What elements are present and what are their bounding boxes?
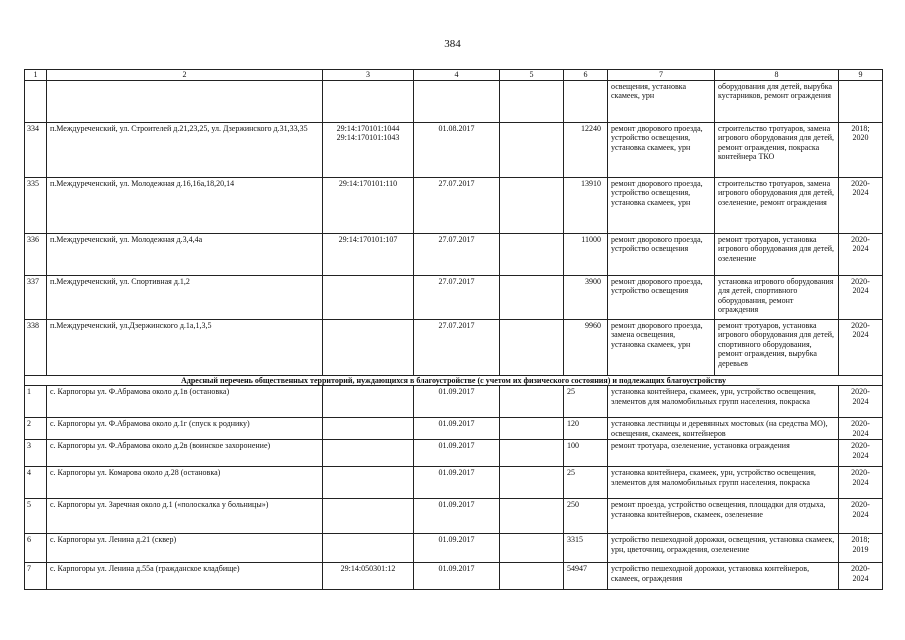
area-cell: 25 bbox=[564, 386, 608, 418]
cadastral-cell bbox=[323, 418, 414, 440]
table-row bbox=[25, 440, 883, 467]
works-cell: ремонт дворового проезда, устройство освещения bbox=[608, 233, 715, 275]
date-cell: 27.07.2017 bbox=[414, 177, 500, 233]
area-cell: 250 bbox=[564, 499, 608, 534]
col-header: 2 bbox=[47, 70, 323, 81]
col5-cell bbox=[500, 319, 564, 375]
cadastral-cell: 29:14:170101:107 bbox=[323, 233, 414, 275]
cadastral-cell: 29:14:170101:110 bbox=[323, 177, 414, 233]
date-cell: 01.09.2017 bbox=[414, 534, 500, 563]
cadastral-cell bbox=[323, 386, 414, 418]
col-header: 4 bbox=[414, 70, 500, 81]
table-row bbox=[25, 233, 883, 275]
years-cell: 2020- 2024 bbox=[839, 275, 883, 319]
table-row bbox=[25, 534, 883, 563]
table-row bbox=[25, 275, 883, 319]
table-row bbox=[25, 177, 883, 233]
works-cell: ремонт проезда, устройство освещения, площадки для отдыха, установка контейнеров, скамеек, озеленение bbox=[608, 499, 839, 534]
table-row bbox=[25, 499, 883, 534]
address-cell: п.Междуреченский, ул. Молодежная д.3,4,4а bbox=[47, 233, 323, 275]
extra-works-cell: ремонт тротуаров, установка игрового оборудования для детей, озеленение bbox=[715, 233, 839, 275]
column-number-row bbox=[25, 70, 883, 81]
address-cell: с. Карпогоры ул. Ф.Абрамова около д.1г (спуск к роднику) bbox=[47, 418, 323, 440]
col-header: 7 bbox=[608, 70, 715, 81]
area-cell: 13910 bbox=[564, 177, 608, 233]
date-cell: 01.09.2017 bbox=[414, 440, 500, 467]
area-cell: 120 bbox=[564, 418, 608, 440]
address-cell: с. Карпогоры ул. Комарова около д.28 (остановка) bbox=[47, 467, 323, 499]
date-cell: 27.07.2017 bbox=[414, 275, 500, 319]
col5-cell bbox=[500, 418, 564, 440]
area-cell: 9960 bbox=[564, 319, 608, 375]
area-cell: 3315 bbox=[564, 534, 608, 563]
cadastral-cell bbox=[323, 499, 414, 534]
years-cell: 2018; 2019 bbox=[839, 534, 883, 563]
address-cell: п.Междуреченский, ул. Молодежная д.16,16а,18,20,14 bbox=[47, 177, 323, 233]
table-row bbox=[25, 319, 883, 375]
date-cell: 01.09.2017 bbox=[414, 467, 500, 499]
area-cell: 25 bbox=[564, 467, 608, 499]
col5-cell bbox=[500, 467, 564, 499]
address-cell: с. Карпогоры ул. Ленина д.55а (гражданское кладбище) bbox=[47, 563, 323, 590]
years-cell: 2020- 2024 bbox=[839, 467, 883, 499]
works-cell: ремонт дворового проезда, устройство освещения, установка скамеек, урн bbox=[608, 122, 715, 177]
row-number: 338 bbox=[25, 319, 47, 375]
col5-cell bbox=[500, 563, 564, 590]
works-cell: ремонт тротуара, озеленение, установка ограждения bbox=[608, 440, 839, 467]
row-number: 337 bbox=[25, 275, 47, 319]
years-cell: 2020- 2024 bbox=[839, 177, 883, 233]
date-cell: 01.09.2017 bbox=[414, 563, 500, 590]
row-number: 7 bbox=[25, 563, 47, 590]
table-row bbox=[25, 386, 883, 418]
col-header: 9 bbox=[839, 70, 883, 81]
row-number: 3 bbox=[25, 440, 47, 467]
section-title: Адресный перечень общественных территорий, нуждающихся в благоустройстве (с учетом их физического состояния) и подлежащих благоустройству bbox=[25, 375, 883, 386]
cadastral-cell bbox=[323, 534, 414, 563]
extra-works-cell: установка игрового оборудования для детей, спортивного оборудования, ремонт ограждения bbox=[715, 275, 839, 319]
works-cell: устройство пешеходной дорожки, установка контейнеров, скамеек, ограждения bbox=[608, 563, 839, 590]
col-header: 3 bbox=[323, 70, 414, 81]
col-header: 1 bbox=[25, 70, 47, 81]
cadastral-cell bbox=[323, 319, 414, 375]
extra-works-cell: оборудования для детей, вырубка кустарников, ремонт ограждения bbox=[715, 80, 839, 122]
area-cell: 54947 bbox=[564, 563, 608, 590]
address-cell: п.Междуреченский, ул.Дзержинского д.1а,1,3,5 bbox=[47, 319, 323, 375]
col5-cell bbox=[500, 499, 564, 534]
area-cell: 11000 bbox=[564, 233, 608, 275]
works-cell: ремонт дворового проезда, замена освещения, установка скамеек, урн bbox=[608, 319, 715, 375]
col5-cell bbox=[500, 177, 564, 233]
works-cell: установка контейнера, скамеек, урн, устройство освещения, элементов для маломобильных групп населения, покраска bbox=[608, 467, 839, 499]
years-cell: 2018; 2020 bbox=[839, 122, 883, 177]
works-cell: установка лестницы и деревянных мостовых (на средства МО), освещения, скамеек, контейнеров bbox=[608, 418, 839, 440]
years-cell: 2020- 2024 bbox=[839, 499, 883, 534]
row-number: 1 bbox=[25, 386, 47, 418]
col5-cell bbox=[500, 233, 564, 275]
row-number: 5 bbox=[25, 499, 47, 534]
years-cell: 2020- 2024 bbox=[839, 418, 883, 440]
row-number: 2 bbox=[25, 418, 47, 440]
table-row bbox=[25, 418, 883, 440]
years-cell: 2020- 2024 bbox=[839, 563, 883, 590]
address-cell: с. Карпогоры ул. Ленина д.21 (сквер) bbox=[47, 534, 323, 563]
col5-cell bbox=[500, 275, 564, 319]
cadastral-cell bbox=[323, 467, 414, 499]
extra-works-cell: строительство тротуаров, замена игрового оборудования для детей, ремонт ограждения, покраска контейнера ТКО bbox=[715, 122, 839, 177]
cadastral-cell: 29:14:050301:12 bbox=[323, 563, 414, 590]
date-cell: 01.09.2017 bbox=[414, 418, 500, 440]
page-number: 384 bbox=[444, 38, 461, 50]
works-cell: ремонт дворового проезда, устройство освещения, установка скамеек, урн bbox=[608, 177, 715, 233]
extra-works-cell: ремонт тротуаров, установка игрового оборудования для детей, спортивного оборудования, ремонт ограждения, вырубка деревьев bbox=[715, 319, 839, 375]
address-cell: с. Карпогоры ул. Ф.Абрамова около д.2в (воинское захоронение) bbox=[47, 440, 323, 467]
works-cell: ремонт дворового проезда, устройство освещения bbox=[608, 275, 715, 319]
continued-row bbox=[25, 80, 883, 122]
works-cell: освещения, установка скамеек, урн bbox=[608, 80, 715, 122]
works-cell: устройство пешеходной дорожки, освещения, установка скамеек, урн, цветочниц, ограждения, озеленение bbox=[608, 534, 839, 563]
address-cell: с. Карпогоры ул. Ф.Абрамова около д.1в (остановка) bbox=[47, 386, 323, 418]
years-cell: 2020- 2024 bbox=[839, 386, 883, 418]
col-header: 6 bbox=[564, 70, 608, 81]
col-header: 5 bbox=[500, 70, 564, 81]
row-number: 6 bbox=[25, 534, 47, 563]
date-cell: 01.08.2017 bbox=[414, 122, 500, 177]
years-cell: 2020- 2024 bbox=[839, 440, 883, 467]
col5-cell bbox=[500, 386, 564, 418]
row-number: 4 bbox=[25, 467, 47, 499]
area-cell: 100 bbox=[564, 440, 608, 467]
table-row bbox=[25, 122, 883, 177]
date-cell: 27.07.2017 bbox=[414, 319, 500, 375]
col-header: 8 bbox=[715, 70, 839, 81]
cadastral-cell: 29:14:170101:1044 29:14:170101:1043 bbox=[323, 122, 414, 177]
extra-works-cell: строительство тротуаров, замена игрового оборудования для детей, озеленение, ремонт ограждения bbox=[715, 177, 839, 233]
col5-cell bbox=[500, 122, 564, 177]
row-number: 336 bbox=[25, 233, 47, 275]
date-cell: 01.09.2017 bbox=[414, 386, 500, 418]
cadastral-cell bbox=[323, 275, 414, 319]
col5-cell bbox=[500, 440, 564, 467]
cadastral-cell bbox=[323, 440, 414, 467]
address-cell: с. Карпогоры ул. Заречная около д.1 («полоскалка у больницы») bbox=[47, 499, 323, 534]
date-cell: 01.09.2017 bbox=[414, 499, 500, 534]
years-cell: 2020- 2024 bbox=[839, 319, 883, 375]
area-cell: 3900 bbox=[564, 275, 608, 319]
col5-cell bbox=[500, 534, 564, 563]
years-cell: 2020- 2024 bbox=[839, 233, 883, 275]
section-header-row bbox=[25, 375, 883, 386]
date-cell: 27.07.2017 bbox=[414, 233, 500, 275]
table-row bbox=[25, 467, 883, 499]
improvement-table bbox=[24, 69, 883, 590]
row-number: 335 bbox=[25, 177, 47, 233]
address-cell: п.Междуреченский, ул. Строителей д.21,23,25, ул. Дзержинского д.31,33,35 bbox=[47, 122, 323, 177]
table-row bbox=[25, 563, 883, 590]
address-cell: п.Междуреченский, ул. Спортивная д.1,2 bbox=[47, 275, 323, 319]
row-number: 334 bbox=[25, 122, 47, 177]
works-cell: установка контейнера, скамеек, урн, устройство освещения, элементов для маломобильных групп населения, покраска bbox=[608, 386, 839, 418]
area-cell: 12240 bbox=[564, 122, 608, 177]
